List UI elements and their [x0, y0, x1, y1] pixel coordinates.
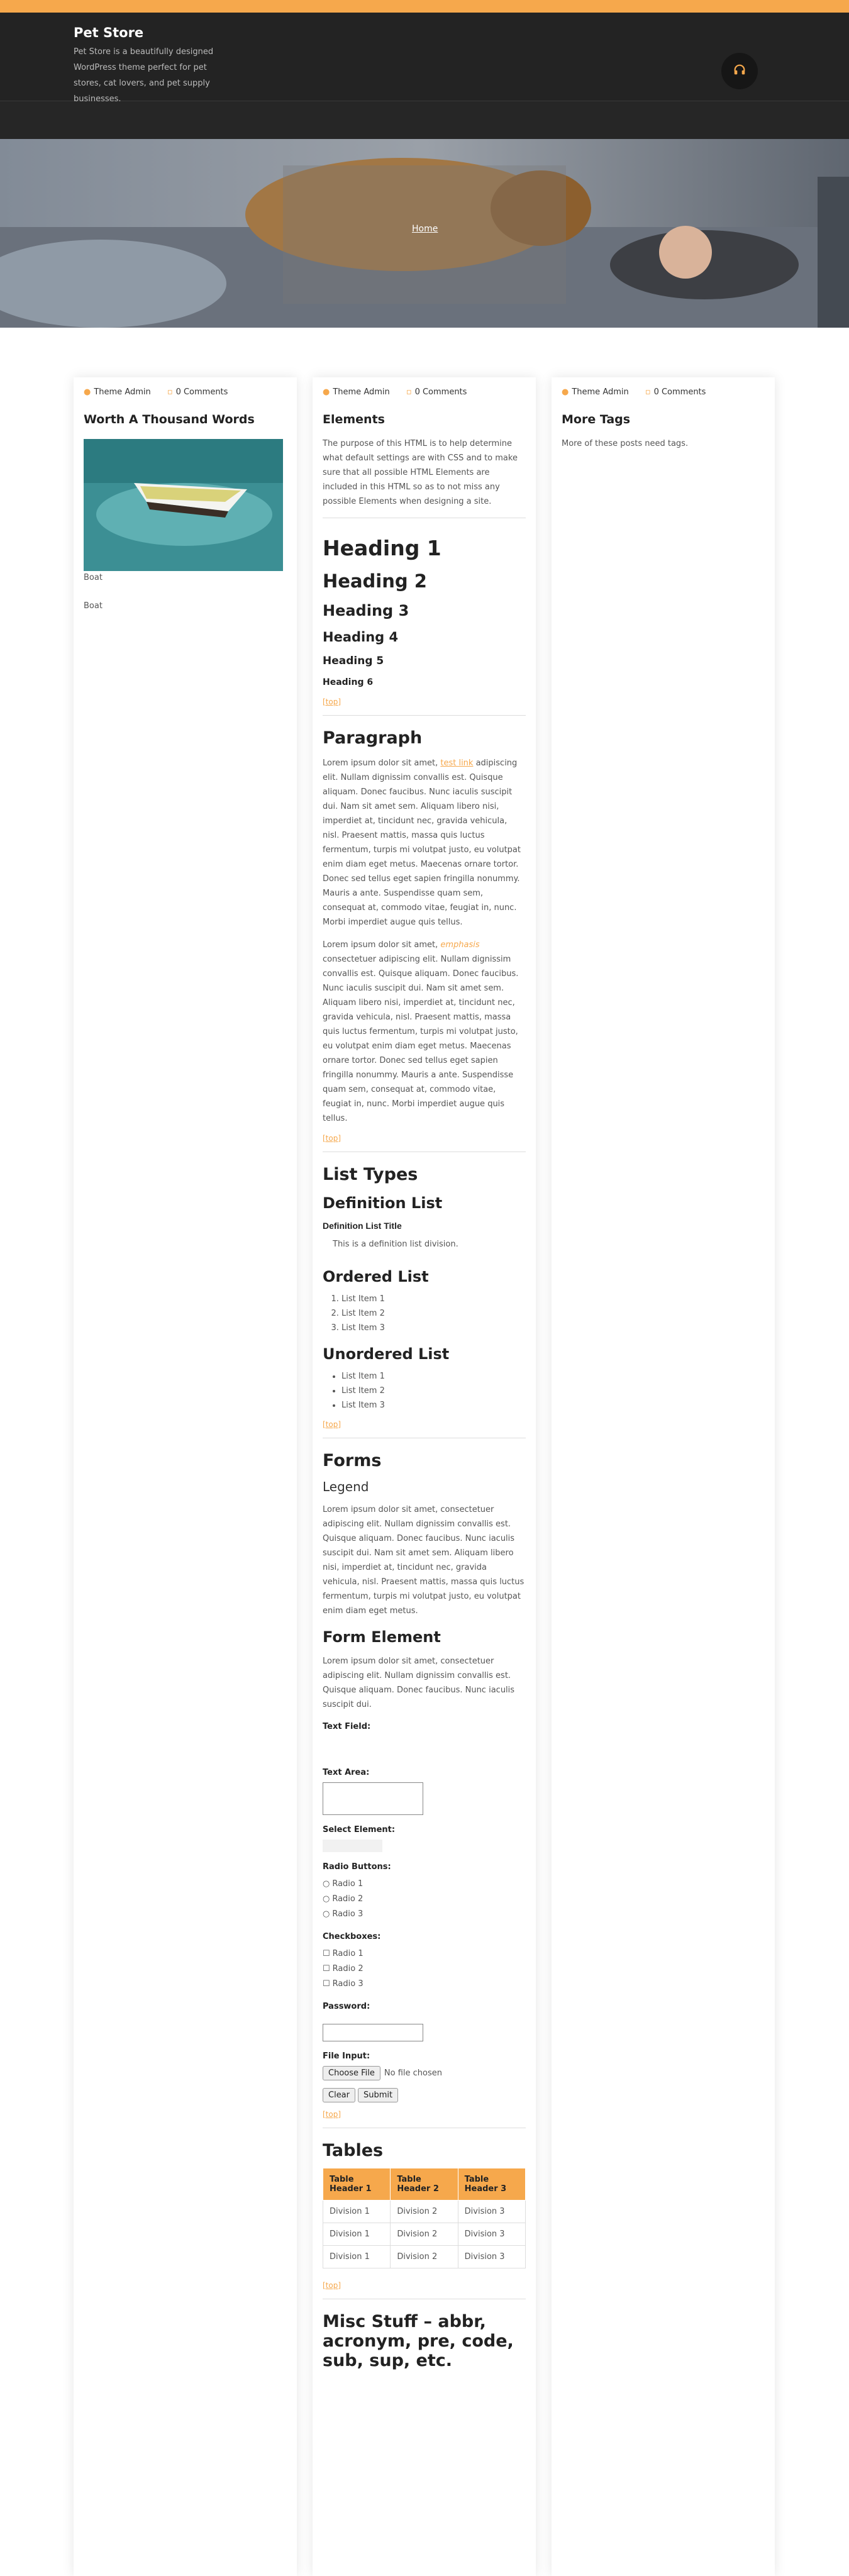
radio-option[interactable]: ○ Radio 2 [323, 1892, 526, 1907]
heading-6: Heading 6 [323, 677, 374, 687]
file-input [323, 2066, 526, 2080]
legend-text: Lorem ipsum dolor sit amet, consectetuer adipiscing elit. Nullam dignissim convallis est. Quisque aliquam. Donec faucibus. Nunc iaculis suscipit dui. Nam sit amet sem. Aliquam libero nisi, imperdiet at, tincidunt nec, gravida vehicula, nisl. Praesent mattis, massa quis luctus fermentum, turpis mi volutpat justo, eu volutpat enim diam eget metus. [323, 1505, 524, 1616]
heading-2: Heading 2 [323, 570, 427, 592]
tables-title: Tables [323, 2141, 384, 2160]
file-input-label: File Input: [323, 2051, 370, 2061]
post-meta [84, 387, 287, 397]
ordered-list-title: Ordered List [323, 1268, 429, 1285]
radio-option[interactable]: ○ Radio 3 [323, 1907, 526, 1922]
comments-icon: ▫ [167, 387, 173, 397]
hero-overlay [283, 165, 566, 304]
comments-link[interactable]: 0 Comments [653, 387, 706, 397]
list-item: • List Item 1 [341, 1369, 526, 1384]
table-cell: Division 1 [323, 2223, 391, 2246]
author-link[interactable]: Theme Admin [94, 387, 151, 397]
heading-1: Heading 1 [323, 536, 441, 560]
top-link[interactable]: [top] [323, 1420, 341, 1429]
top-link[interactable]: [top] [323, 2110, 341, 2119]
checkbox-option[interactable]: ☐ Radio 1 [323, 1946, 526, 1962]
table-header: Table Header 1 [323, 2168, 391, 2201]
table-cell: Division 2 [391, 2246, 458, 2268]
table-cell: Division 2 [391, 2223, 458, 2246]
top-link[interactable]: [top] [323, 1134, 341, 1143]
choose-file-button[interactable]: Choose File [323, 2066, 380, 2080]
dl-description: This is a definition list division. [333, 1240, 458, 1249]
password-label: Password: [323, 2002, 370, 2011]
forms-title: Forms [323, 1451, 382, 1470]
radio-icon[interactable]: ○ [323, 1909, 330, 1919]
table-row [323, 2201, 526, 2223]
divider [323, 715, 526, 716]
form-buttons [323, 2088, 526, 2102]
site-header [0, 13, 849, 104]
author-link[interactable]: Theme Admin [572, 387, 629, 397]
no-file-text: No file chosen [384, 2068, 442, 2078]
comments-icon: ▫ [406, 387, 412, 397]
table-row [323, 2246, 526, 2268]
checkbox-icon[interactable]: ☐ [323, 1949, 330, 1958]
top-link[interactable]: [top] [323, 2281, 341, 2290]
user-icon: ● [84, 387, 91, 397]
post-meta [323, 387, 526, 397]
user-icon: ● [562, 387, 569, 397]
radio-icon[interactable]: ○ [323, 1879, 330, 1889]
intro-paragraph: The purpose of this HTML is to help determine what default settings are with CSS and to make sure that all possible HTML Elements are included in this HTML so as to not miss any possible Elements when designing a site. [323, 439, 518, 506]
password-field[interactable] [323, 2024, 423, 2041]
table-cell: Division 3 [458, 2246, 525, 2268]
checkbox-option[interactable]: ☐ Radio 3 [323, 1977, 526, 1992]
post-card-2 [313, 377, 536, 2576]
select-element-label: Select Element: [323, 1825, 396, 1835]
comments-link[interactable]: 0 Comments [175, 387, 228, 397]
hero-banner [0, 139, 849, 328]
top-link[interactable]: [top] [323, 697, 341, 706]
radio-option[interactable]: ○ Radio 1 [323, 1877, 526, 1892]
list-types-title: List Types [323, 1165, 418, 1184]
table-cell: Division 1 [323, 2201, 391, 2223]
unordered-list [323, 1369, 526, 1413]
table-cell: Division 2 [391, 2201, 458, 2223]
data-table [323, 2168, 526, 2268]
text-area[interactable] [323, 1782, 423, 1815]
test-link[interactable]: test link [440, 758, 474, 768]
table-row [323, 2223, 526, 2246]
form-element-title: Form Element [323, 1628, 441, 1646]
checkboxes-label: Checkboxes: [323, 1932, 381, 1941]
list-item: 3. List Item 3 [341, 1321, 526, 1335]
comments-link[interactable]: 0 Comments [414, 387, 467, 397]
post-title[interactable]: Worth A Thousand Words [84, 413, 255, 426]
post-title[interactable]: Elements [323, 413, 385, 426]
text-field-label: Text Field: [323, 1722, 371, 1731]
unordered-list-title: Unordered List [323, 1345, 450, 1363]
list-item: 1. List Item 1 [341, 1292, 526, 1306]
definition-list-title: Definition List [323, 1194, 443, 1212]
form-text: Lorem ipsum dolor sit amet, consectetuer adipiscing elit. Nullam dignissim convallis est. Quisque aliquam. Donec faucibus. Nunc iaculis suscipit dui. [323, 1657, 515, 1709]
checkbox-icon[interactable]: ☐ [323, 1979, 330, 1989]
user-icon: ● [323, 387, 330, 397]
emphasis-text: emphasis [440, 940, 480, 950]
table-cell: Division 3 [458, 2223, 525, 2246]
paragraph-1: Lorem ipsum dolor sit amet, test link adipiscing elit. Nullam dignissim convallis est. Quisque aliquam. Donec faucibus. Nunc iaculis suscipit dui. Nam sit amet sem. Aliquam libero nisi, imperdiet at, tincidunt nec, gravida vehicula, nisl. Praesent mattis, massa quis luctus fermentum, turpis mi volutpat justo, eu volutpat enim diam eget metus. Maecenas ornare tortor. Donec sed tellus eget sapien fringilla nonummy. Mauris a ante. Suspendisse quam sem, consequat at, commodo vitae, feugiat in, nunc. Morbi imperdiet augue quis tellus. [323, 758, 521, 927]
clear-button[interactable]: Clear [323, 2088, 355, 2102]
image-caption: Boat [84, 573, 103, 582]
site-title[interactable]: Pet Store [74, 25, 144, 40]
post-excerpt: More of these posts need tags. [562, 439, 689, 448]
post-card-3 [552, 377, 775, 2576]
heading-4: Heading 4 [323, 630, 399, 645]
author-link[interactable]: Theme Admin [333, 387, 390, 397]
text-area-label: Text Area: [323, 1768, 370, 1777]
select-element[interactable] [323, 1840, 382, 1852]
list-item: 2. List Item 2 [341, 1306, 526, 1321]
heading-3: Heading 3 [323, 602, 409, 619]
table-header: Table Header 3 [458, 2168, 525, 2201]
paragraph-title: Paragraph [323, 728, 423, 748]
table-cell: Division 3 [458, 2201, 525, 2223]
post-thumbnail[interactable] [84, 439, 283, 571]
comments-icon: ▫ [645, 387, 651, 397]
text-field[interactable] [323, 1736, 526, 1758]
breadcrumb-home[interactable]: Home [412, 224, 438, 234]
ordered-list [323, 1292, 526, 1335]
table-header-row [323, 2168, 526, 2201]
dl-term: Definition List Title [323, 1221, 402, 1231]
submit-button[interactable]: Submit [358, 2088, 398, 2102]
checkbox-icon[interactable]: ☐ [323, 1964, 330, 1974]
list-item: • List Item 2 [341, 1384, 526, 1398]
post-excerpt: Boat [84, 601, 103, 611]
support-button[interactable] [721, 53, 758, 89]
table-header: Table Header 2 [391, 2168, 458, 2201]
paragraph-2: Lorem ipsum dolor sit amet, emphasis consectetuer adipiscing elit. Nullam dignissim convallis est. Quisque aliquam. Donec faucibus. Nunc iaculis suscipit dui. Nam sit amet sem. Aliquam libero nisi, imperdiet at, tincidunt nec, gravida vehicula, nisl. Praesent mattis, massa quis luctus fermentum, turpis mi volutpat justo, eu volutpat enim diam eget metus. Maecenas ornare tortor. Donec sed tellus eget sapien fringilla nonummy. Mauris a ante. Suspendisse quam sem, consequat at, commodo vitae, feugiat in, nunc. Morbi imperdiet augue quis tellus. [323, 940, 519, 1123]
heading-5: Heading 5 [323, 655, 384, 667]
table-cell: Division 1 [323, 2246, 391, 2268]
headphones-icon [733, 63, 746, 79]
top-accent-bar [0, 0, 849, 13]
post-card-1 [74, 377, 297, 2576]
post-meta [562, 387, 765, 397]
checkbox-option[interactable]: ☐ Radio 2 [323, 1962, 526, 1977]
post-title[interactable]: More Tags [562, 413, 631, 426]
misc-title: Misc Stuff – abbr, acronym, pre, code, sub, sup, etc. [323, 2312, 514, 2370]
list-item: • List Item 3 [341, 1398, 526, 1413]
radio-buttons-label: Radio Buttons: [323, 1862, 391, 1872]
legend: Legend [323, 1479, 369, 1494]
radio-icon[interactable]: ○ [323, 1894, 330, 1904]
site-description: Pet Store is a beautifully designed WordPress theme perfect for pet stores, cat lovers, and pet supply businesses. [74, 47, 214, 104]
